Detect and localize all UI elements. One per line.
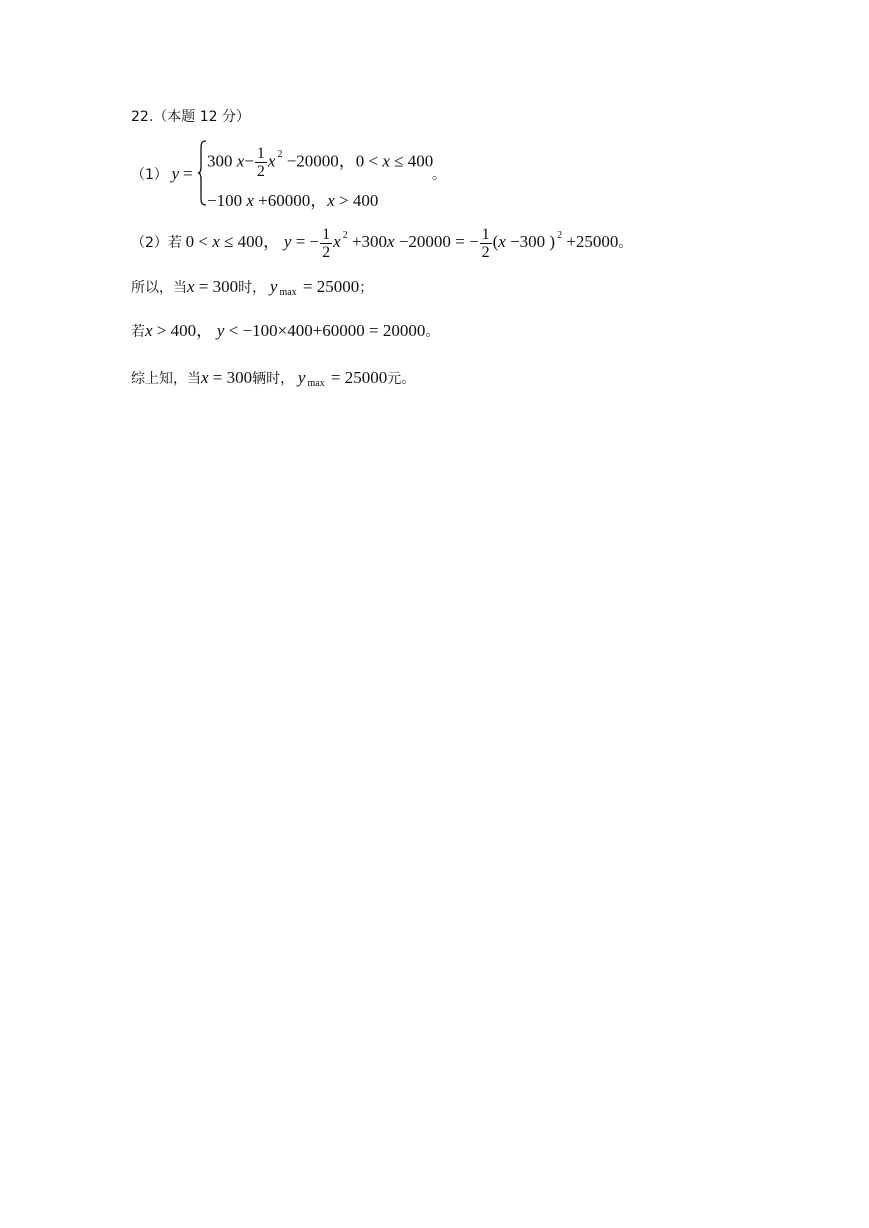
part2-mid1: +300 xyxy=(347,232,388,251)
line5-end: 元。 xyxy=(387,371,416,387)
part2-x3: x xyxy=(498,232,506,251)
part2-mid2: −20000 = − xyxy=(394,232,479,251)
part2-f1-num: 1 xyxy=(322,226,331,244)
part1-eq: = xyxy=(182,164,193,183)
line4-cond: > 400， xyxy=(152,321,214,340)
part2-label: （2）若 xyxy=(131,235,182,251)
part2-tail: +25000 xyxy=(562,232,619,251)
line5-pre: 综上知，当 xyxy=(131,371,201,387)
case1-minus: − xyxy=(244,151,254,171)
part2-exp2: 2 xyxy=(557,230,563,241)
part1-label: （1） xyxy=(131,167,168,183)
case1-frac-den: 2 xyxy=(256,163,265,180)
line4-x: x xyxy=(145,321,153,340)
line5-x: x xyxy=(201,368,209,387)
part2-exp1: 2 xyxy=(342,230,348,241)
line4-y: y xyxy=(216,321,225,340)
line4-end: 。 xyxy=(425,324,440,340)
part2-eq1: = − xyxy=(291,232,320,251)
piecewise-case2 xyxy=(207,186,378,211)
case1-x3: x xyxy=(382,151,390,171)
line3-eq: = 300 xyxy=(194,277,239,296)
case2-coef: −100 xyxy=(207,191,243,210)
line3-sub: max xyxy=(279,287,297,298)
case2-x2: x xyxy=(327,191,335,210)
case1-rest: −20000，0 < xyxy=(282,151,383,171)
part1-lhs: y xyxy=(171,164,180,183)
part2-cond-b: ≤ 400， xyxy=(219,232,281,251)
case1-frac-num: 1 xyxy=(256,145,265,162)
line3-pre: 所以，当 xyxy=(131,280,187,296)
line5-eq: = 300 xyxy=(208,368,253,387)
problem-header xyxy=(131,107,250,127)
line3-post: 时， xyxy=(238,280,267,296)
case1-x2: x xyxy=(267,151,276,171)
line5-post: 辆时， xyxy=(252,371,295,387)
part2-cond-a: 0 < xyxy=(185,232,213,251)
part2-f2-den: 2 xyxy=(481,244,490,262)
case2-cond: > 400 xyxy=(334,191,379,210)
part2-paren-rest: −300 ) xyxy=(505,232,556,251)
part2-fraction-2 xyxy=(480,226,492,261)
line3-val: = 25000 xyxy=(298,277,360,296)
line3 xyxy=(131,277,373,303)
line5-val: = 25000 xyxy=(326,368,388,387)
problem-header-text: 22.（本题 12 分） xyxy=(131,109,250,125)
piecewise-case1 xyxy=(207,145,433,180)
line3-y: y xyxy=(269,277,278,296)
line4-expr: < −100×400+60000 = 20000 xyxy=(224,321,426,340)
part2-end: 。 xyxy=(618,235,633,251)
line4-pre: 若 xyxy=(131,324,145,340)
case1-x1: x xyxy=(236,151,245,171)
line5 xyxy=(131,368,415,394)
line5-y: y xyxy=(297,368,306,387)
case1-coef: 300 xyxy=(207,151,233,171)
line5-sub: max xyxy=(307,378,325,389)
case2-rest: +60000， xyxy=(253,191,328,210)
part2-f2-num: 1 xyxy=(481,226,490,244)
part2-line xyxy=(131,226,632,261)
part1-label-group xyxy=(131,164,193,184)
part2-paren-open: ( xyxy=(492,232,499,251)
line3-end: ； xyxy=(359,280,374,296)
part2-x2: x xyxy=(387,232,395,251)
line3-x: x xyxy=(187,277,195,296)
part2-x1: x xyxy=(333,232,341,251)
part1-end: 。 xyxy=(432,167,446,183)
part2-fraction-1 xyxy=(320,226,332,261)
case1-fraction xyxy=(255,145,267,180)
part2-cond-x: x xyxy=(212,232,220,251)
case1-cond: ≤ 400 xyxy=(389,151,434,171)
case1-exp: 2 xyxy=(277,149,283,161)
piecewise-brace xyxy=(197,140,207,206)
part2-f1-den: 2 xyxy=(322,244,331,262)
part2-y: y xyxy=(283,232,292,251)
line4 xyxy=(131,321,439,342)
case2-x1: x xyxy=(246,191,254,210)
